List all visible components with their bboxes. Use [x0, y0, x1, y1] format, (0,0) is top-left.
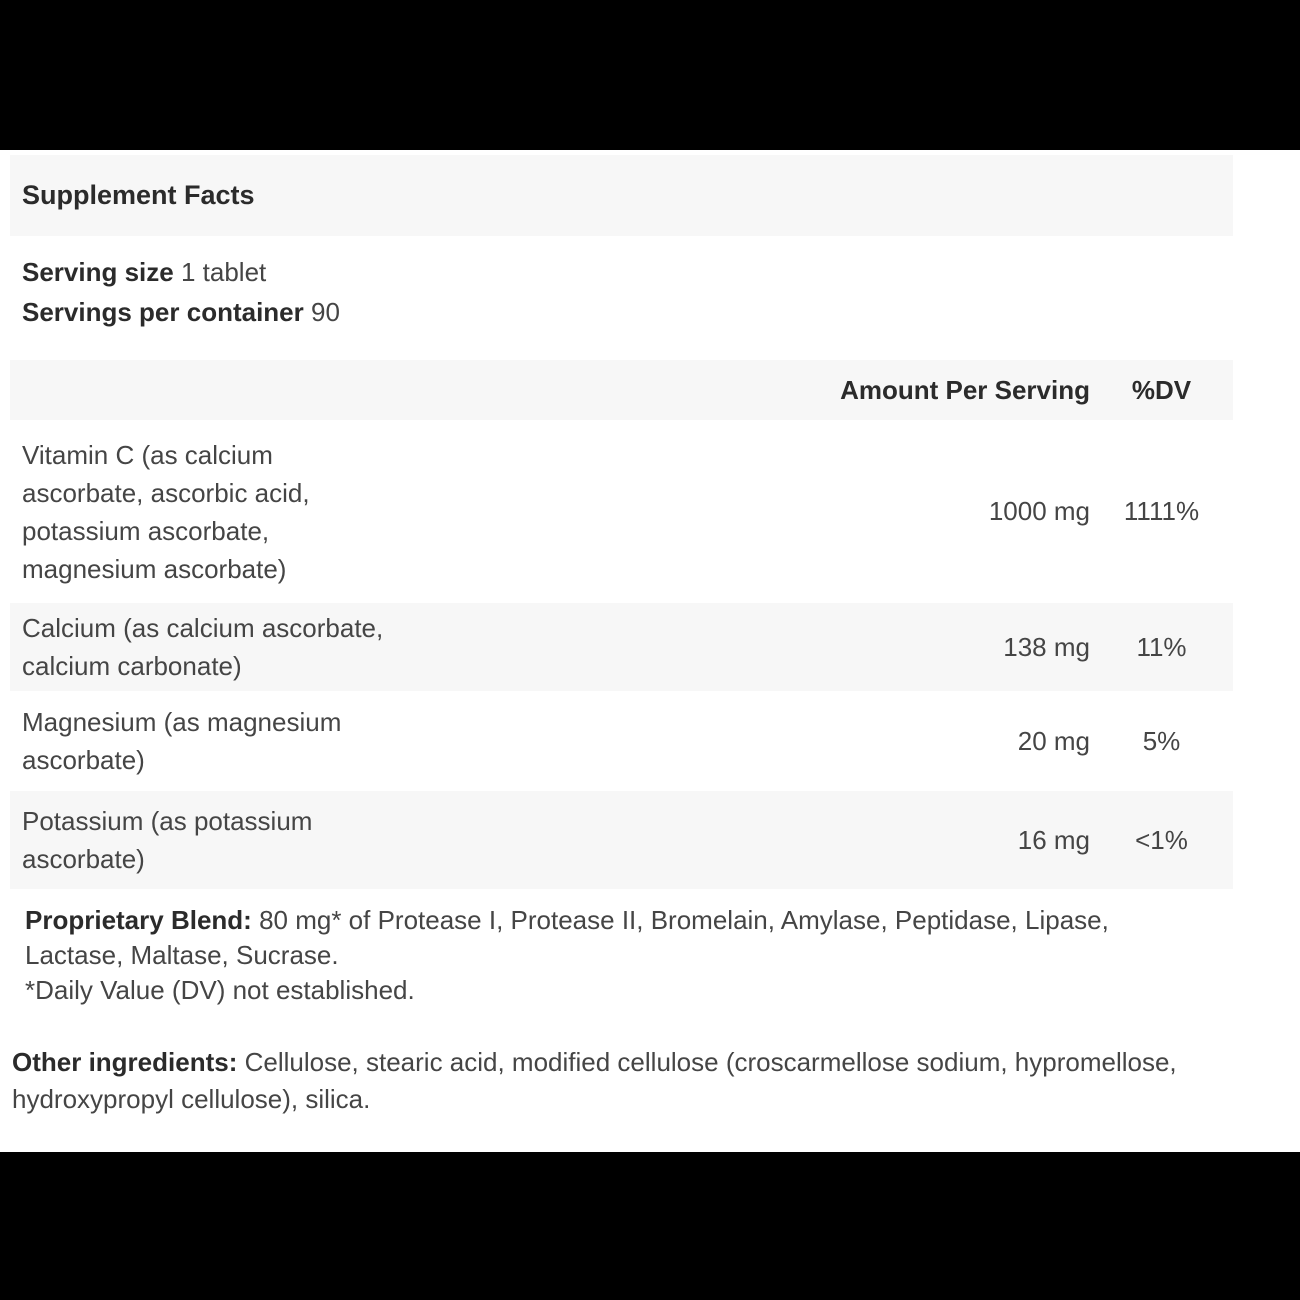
proprietary-blend-label: Proprietary Blend: — [25, 905, 252, 935]
ingredient-dv: 1111% — [1123, 496, 1200, 526]
proprietary-blend-text — [25, 903, 1145, 973]
serving-info — [10, 252, 1233, 332]
ingredient-dv: 11% — [1136, 631, 1187, 662]
table-row — [10, 420, 1233, 603]
ingredient-dv: <1% — [1135, 824, 1188, 855]
bottom-letterbox-bar — [0, 1152, 1300, 1300]
facts-table-container — [10, 155, 1233, 1118]
other-ingredients-section — [10, 1044, 1222, 1118]
table-row — [10, 603, 1233, 691]
ingredient-dv: 5% — [1142, 725, 1181, 756]
ingredient-amount: 16 mg — [1017, 824, 1090, 855]
amount-per-serving-header: Amount Per Serving — [840, 374, 1090, 405]
ingredient-name: Calcium (as calcium ascorbate, calcium carbonate) — [22, 613, 384, 681]
other-ingredients-label: Other ingredients: — [12, 1047, 238, 1077]
daily-value-footnote: *Daily Value (DV) not established. — [25, 975, 415, 1005]
ingredient-amount: 1000 mg — [988, 496, 1090, 526]
servings-per-container-line — [22, 292, 1233, 332]
ingredient-name: Vitamin C (as calcium ascorbate, ascorbic acid, potassium ascorbate, magnesium ascorbate) — [22, 439, 310, 584]
servings-per-container-label: Servings per container — [22, 297, 304, 327]
table-row — [10, 691, 1233, 791]
supplement-facts-panel — [0, 150, 1300, 1118]
serving-size-line — [22, 252, 1233, 292]
top-letterbox-bar — [0, 0, 1300, 150]
supplement-facts-title-band — [10, 155, 1233, 236]
ingredient-name: Potassium (as potassium ascorbate) — [22, 806, 313, 874]
dv-header: %DV — [1131, 374, 1192, 405]
ingredient-name: Magnesium (as magnesium ascorbate) — [22, 707, 342, 775]
ingredient-amount: 20 mg — [1017, 725, 1090, 756]
other-ingredients-text: Cellulose, stearic acid, modified cellulose (croscarmellose sodium, hypromellose, hydroxypropyl cellulose), silica. — [12, 1047, 1177, 1114]
table-row — [10, 791, 1233, 889]
table-header-row — [10, 360, 1233, 420]
serving-size-label: Serving size — [22, 257, 174, 287]
servings-per-container-value: 90 — [311, 297, 340, 327]
supplement-facts-title: Supplement Facts — [22, 180, 255, 210]
serving-size-value: 1 tablet — [180, 257, 267, 287]
ingredient-amount: 138 mg — [1003, 631, 1090, 662]
proprietary-blend-section — [10, 903, 1145, 1008]
proprietary-blend-ingredients: 80 mg* of Protease I, Protease II, Bromelain, Amylase, Peptidase, Lipase, Lactase, Maltase, Sucrase. — [25, 905, 1109, 970]
